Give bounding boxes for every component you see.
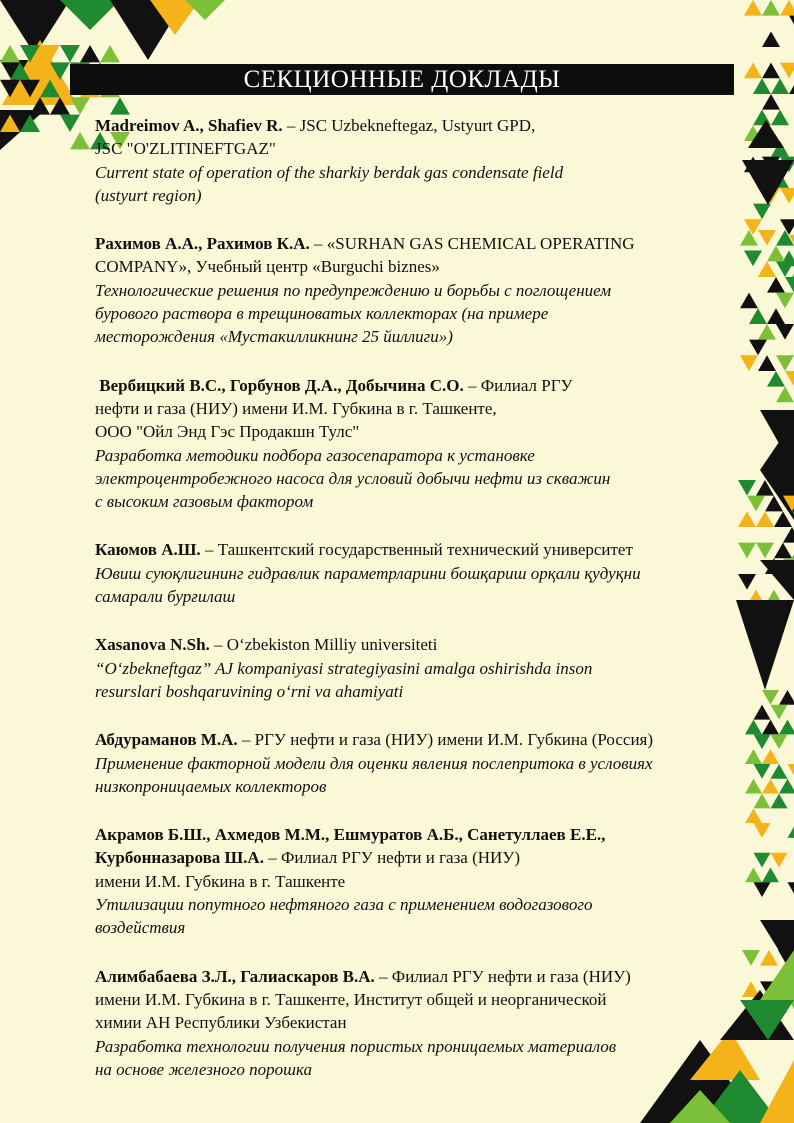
report-entry — [95, 232, 755, 348]
decor-triangle — [754, 853, 771, 868]
decor-triangle — [771, 110, 789, 126]
section-title: СЕКЦИОННЫЕ ДОКЛАДЫ — [243, 65, 561, 93]
decor-triangle — [771, 764, 788, 779]
decor-triangle — [100, 45, 120, 62]
report-entry — [95, 965, 755, 1081]
decor-triangle — [785, 277, 794, 293]
title-line: Разработка технологии получения пористых проницаемых материалов — [95, 1036, 617, 1056]
decor-triangle — [80, 45, 100, 62]
decor-triangle — [762, 94, 780, 110]
decor-triangle — [753, 78, 771, 94]
title-line: бурового раствора в трещиноватых коллекторах (на примере — [95, 304, 549, 324]
title-line: самарали бурғилаш — [95, 587, 236, 607]
decor-triangle — [754, 734, 771, 749]
decor-triangle — [758, 261, 776, 277]
decor-triangle — [756, 543, 774, 559]
authors: Вербицкий В.С., Горбунов Д.А., Добычина С.О. — [99, 375, 464, 395]
decor-triangle — [754, 794, 771, 809]
decor-triangle — [785, 371, 794, 387]
reports-list — [95, 114, 755, 1106]
decor-triangle — [744, 0, 762, 16]
affiliation-line: нефти и газа (НИУ) имени И.М. Губкина в г. Ташкенте, — [95, 398, 497, 418]
decor-triangle — [110, 97, 130, 114]
decor-triangle — [771, 734, 788, 749]
decor-triangle — [60, 45, 80, 62]
decor-triangle — [789, 78, 794, 94]
affiliation-line: ООО "Ойл Энд Гэс Продакшн Тулс" — [95, 422, 360, 442]
affiliation: – Филиал РГУ нефти и газа (НИУ) — [268, 848, 521, 868]
decor-triangle — [779, 720, 794, 735]
decor-triangle — [783, 527, 794, 543]
authors-line — [95, 728, 755, 751]
title-line: Разработка методики подбора газосепаратора к установке — [95, 445, 535, 465]
decor-triangle — [767, 277, 785, 293]
affiliation: – «SURHAN GAS CHEMICAL OPERATING — [314, 234, 635, 254]
title-line: Утилизации попутного нефтяного газа с применением водогазового — [95, 895, 593, 915]
authors: Каюмов А.Ш. — [95, 540, 201, 560]
decor-triangle — [754, 882, 771, 897]
decor-triangle — [60, 115, 80, 132]
authors: Рахимов А.А., Рахимов К.А. — [95, 234, 310, 254]
report-entry — [95, 374, 755, 514]
title-line: с высоким газовым фактором — [95, 492, 314, 512]
affiliation: – Филиал РГУ — [467, 375, 573, 395]
affiliation: – Ташкентский государственный технический университет — [204, 540, 633, 560]
title-line: Технологические решения по предупреждению и борьбы с поглощением — [95, 280, 612, 300]
decor-triangle — [70, 97, 90, 114]
decor-triangle — [780, 63, 794, 79]
decor-triangle — [762, 867, 779, 882]
decor-triangle — [762, 63, 780, 79]
authors: Абдураманов М.А. — [95, 730, 238, 750]
decor-triangle — [788, 764, 794, 779]
decor-triangle — [758, 324, 776, 340]
title-line: воздействия — [95, 918, 186, 938]
authors-line — [95, 846, 755, 869]
decor-triangle — [788, 882, 794, 897]
report-title — [95, 279, 755, 349]
report-entry — [95, 823, 755, 939]
decor-triangle — [771, 853, 788, 868]
decor-triangle — [771, 78, 789, 94]
decor-triangle — [758, 355, 776, 371]
report-entry — [95, 728, 755, 798]
decor-triangle — [776, 355, 794, 371]
decor-triangle — [771, 794, 788, 809]
affiliation: – Филиал РГУ нефти и газа (НИУ) — [379, 966, 631, 986]
authors-line — [95, 114, 755, 137]
decor-triangle — [753, 110, 771, 126]
decor-triangle — [767, 371, 785, 387]
affiliation-line: имени И.М. Губкина в г. Ташкенте, Институт общей и неорганической — [95, 989, 607, 1009]
decor-triangle — [762, 779, 779, 794]
decor-triangle — [760, 1060, 794, 1123]
title-line: Применение факторной модели для оценки явления послепритока в условиях — [95, 753, 653, 773]
affiliation-line: имени И.М. Губкина в г. Ташкенте — [95, 871, 346, 891]
authors-line — [95, 823, 755, 846]
decor-triangle — [762, 749, 779, 764]
title-line: resurslari boshqaruvining o‘rni va ahamiyati — [95, 681, 404, 701]
decor-triangle — [780, 219, 794, 235]
authors: Madreimov A., Shafiev R. — [95, 116, 283, 135]
decor-triangle — [776, 324, 794, 340]
decor-triangle — [754, 705, 771, 720]
decor-triangle — [754, 823, 771, 838]
decor-triangle — [779, 690, 794, 705]
decor-triangle — [789, 16, 794, 32]
authors-line — [95, 965, 755, 988]
report-title — [95, 1035, 755, 1082]
affiliation-line: JSC "O'ZLITINEFTGAZ" — [95, 139, 276, 159]
report-title — [95, 444, 755, 514]
decor-triangle — [762, 31, 780, 47]
title-line: Ювиш суюқлигининг гидравлик параметрларини бошқариш орқали қудуқни — [95, 563, 641, 583]
report-title — [95, 562, 755, 609]
authors: Xasanova N.Sh. — [95, 635, 210, 655]
affiliation: – JSC Uzbekneftegaz, Ustyurt GPD, — [286, 116, 536, 135]
decor-triangle — [780, 188, 794, 204]
affiliation-line: COMPANY», Учебный центр «Burguchi biznes» — [95, 257, 440, 277]
decor-triangle — [70, 132, 90, 149]
report-title — [95, 161, 755, 208]
title-line: низкопроницаемых коллекторов — [95, 776, 327, 796]
decor-triangle — [776, 387, 794, 403]
authors-line — [95, 633, 755, 656]
title-line: (ustyurt region) — [95, 185, 202, 205]
decor-triangle — [744, 63, 762, 79]
report-entry — [95, 538, 755, 608]
report-entry — [95, 114, 755, 207]
section-header — [70, 64, 734, 95]
affiliation-line: химии АН Республики Узбекистан — [95, 1013, 347, 1033]
decor-triangle — [758, 230, 776, 246]
title-line: на основе железного порошка — [95, 1059, 313, 1079]
decor-triangle — [767, 246, 785, 262]
authors-line — [95, 232, 755, 255]
decor-triangle — [774, 543, 792, 559]
decor-triangle — [762, 0, 780, 16]
title-line: электроцентробежного насоса для условий добычи нефти из скважин — [95, 468, 611, 488]
decor-triangle — [756, 511, 774, 527]
authors: Акрамов Б.Ш., Ахмедов М.М., Ешмуратов А.Б., Санетуллаев Е.Е., — [95, 825, 606, 845]
title-line: Current state of operation of the sharkiy berdak gas condensate field — [95, 162, 564, 182]
report-entry — [95, 633, 755, 703]
decor-triangle — [788, 823, 794, 838]
decor-triangle — [760, 950, 778, 966]
affiliation: – РГУ нефти и газа (НИУ) имени И.М. Губкина (Россия) — [241, 730, 654, 750]
authors-line — [95, 538, 755, 561]
decor-triangle — [767, 308, 785, 324]
decor-triangle — [771, 705, 788, 720]
title-line: месторождения «Мустакилликнинг 25 йиллиги») — [95, 327, 453, 347]
authors: Курбонназарова Ш.А. — [95, 848, 264, 868]
decor-triangle — [60, 0, 120, 30]
decor-triangle — [776, 261, 794, 277]
decor-triangle — [760, 560, 794, 600]
decor-triangle — [754, 764, 771, 779]
report-title — [95, 893, 755, 940]
title-line: “O‘zbekneftgaz” AJ kompaniyasi strategiyasini amalga oshirishda inson — [95, 658, 593, 678]
decor-triangle — [762, 690, 779, 705]
decor-triangle — [776, 293, 794, 309]
decor-triangle — [774, 511, 792, 527]
affiliation: – O‘zbekiston Milliy universiteti — [214, 635, 438, 655]
authors-line — [95, 374, 755, 397]
decor-triangle — [762, 720, 779, 735]
decor-triangle — [779, 779, 794, 794]
decor-triangle — [780, 0, 794, 16]
authors: Алимбабаева З.Л., Галиаскаров В.А. — [95, 966, 375, 986]
decor-triangle — [753, 204, 771, 220]
report-title — [95, 657, 755, 704]
report-title — [95, 752, 755, 799]
decor-triangle — [0, 45, 20, 62]
